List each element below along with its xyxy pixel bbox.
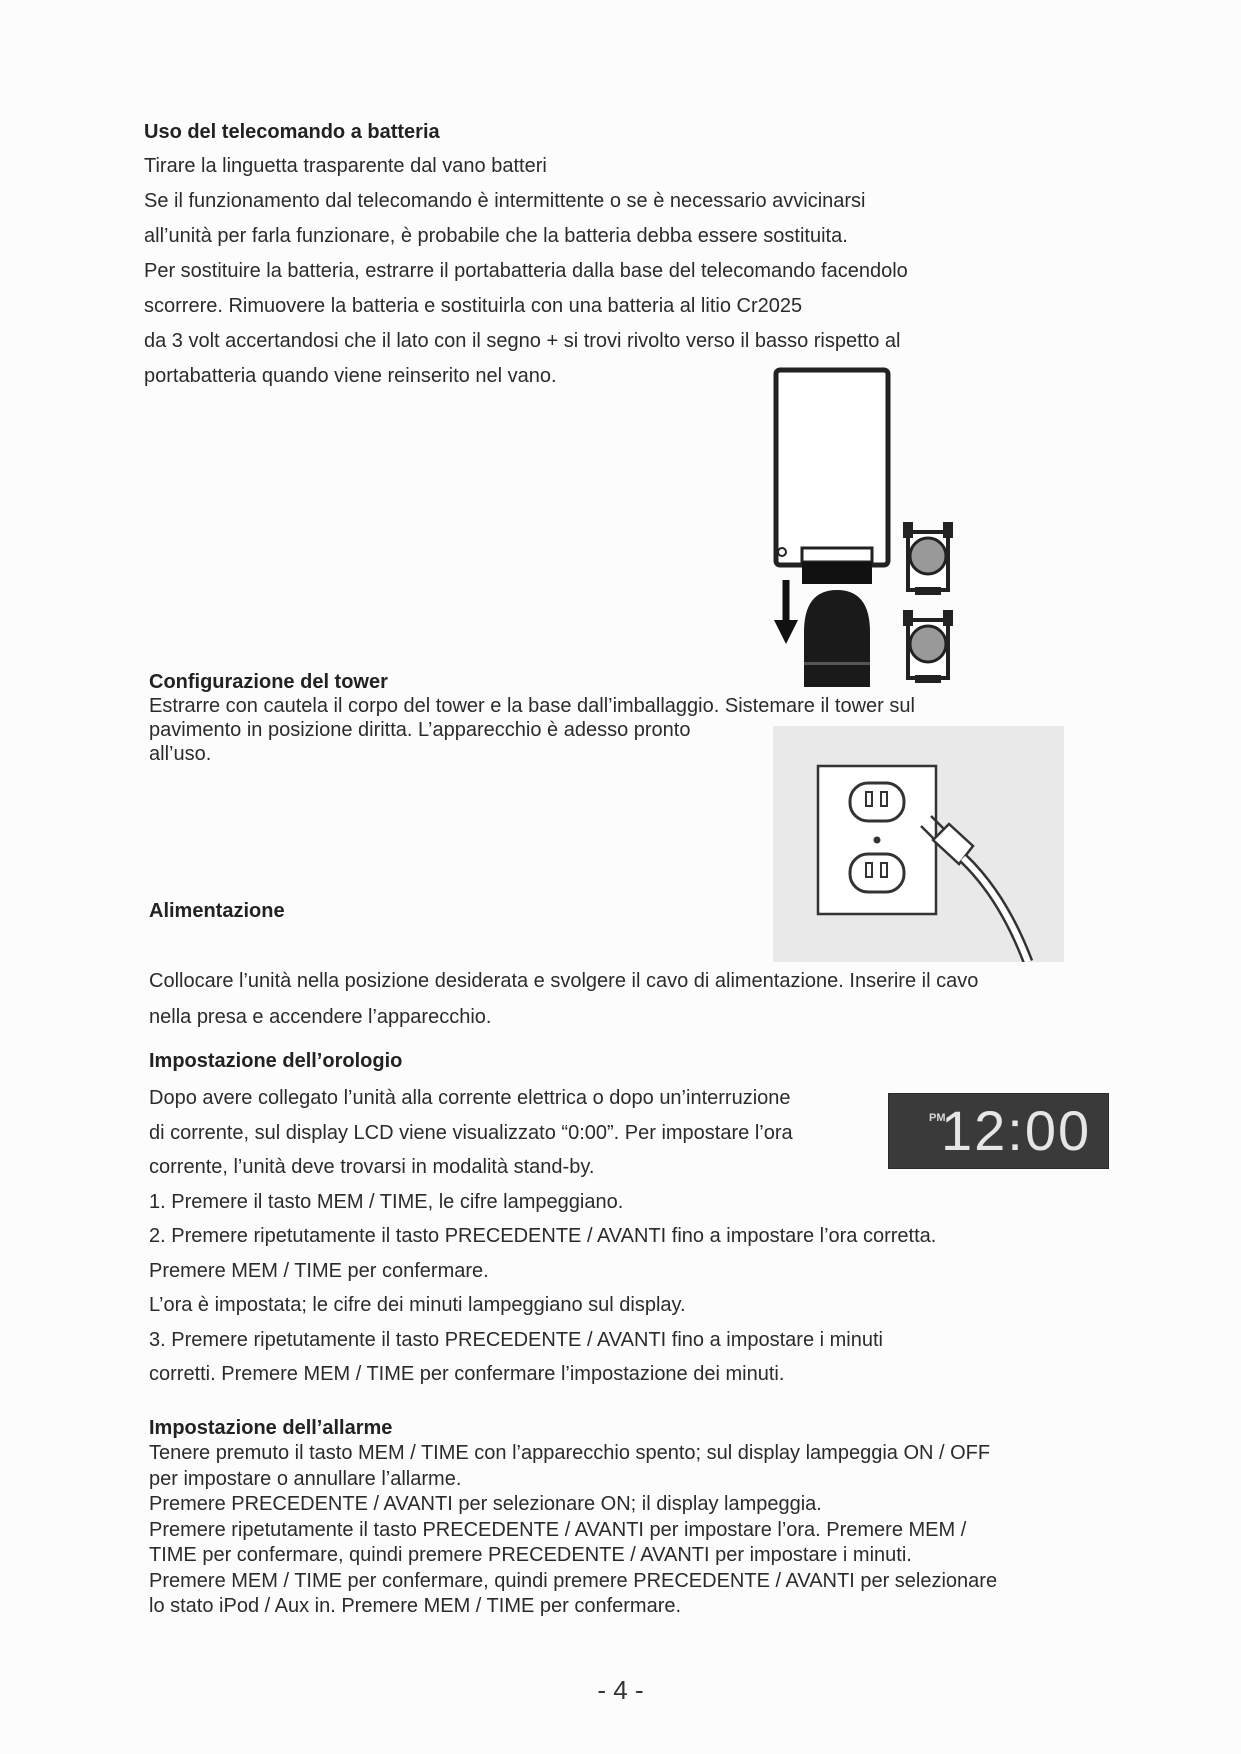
pm-indicator: PM [929,1112,946,1124]
text-line: Tirare la linguetta trasparente dal vano batteri [144,155,547,177]
text-line: 2. Premere ripetutamente il tasto PRECEDENTE / AVANTI fino a impostare l’ora corretta. [149,1225,937,1247]
text-line: corretti. Premere MEM / TIME per confermare l’impostazione dei minuti. [149,1363,785,1385]
section-heading: Impostazione dell’orologio [149,1050,403,1072]
text-line: L’ora è impostata; le cifre dei minuti lampeggiano sul display. [149,1294,686,1316]
text-line: Premere ripetutamente il tasto PRECEDENTE / AVANTI per impostare l’ora. Premere MEM / [149,1518,967,1541]
text-line: corrente, l’unità deve trovarsi in modalità stand-by. [149,1156,595,1178]
text-line: per impostare o annullare l’allarme. [149,1467,462,1490]
text-line: Premere MEM / TIME per confermare. [149,1259,489,1282]
section-alarm [149,1415,997,1620]
text-line: nella presa e accendere l’apparecchio. [149,1006,492,1028]
text-line: all’uso. [149,743,212,765]
text-line: Per sostituire la batteria, estrarre il portabatteria dalla base del telecomando facendolo [144,260,908,282]
text-line: di corrente, sul display LCD viene visualizzato “0:00”. Per impostare l’ora [149,1121,793,1144]
power-outlet-illustration [773,726,1064,962]
section-heading-power: Alimentazione [149,900,285,922]
text-line: Tenere premuto il tasto MEM / TIME con l’apparecchio spento; sul display lampeggia ON / OFF [149,1442,991,1464]
section-heading: Configurazione del tower [149,671,388,693]
page-number: - 4 - [597,1675,644,1705]
text-line: Se il funzionamento dal telecomando è intermittente o se è necessario avvicinarsi [144,190,866,212]
text-line: scorrere. Rimuovere la batteria e sostituirla con una batteria al litio Cr2025 [144,295,803,317]
text-line: Dopo avere collegato l’unità alla corrente elettrica o dopo un’interruzione [149,1087,791,1109]
section-clock [149,1048,936,1392]
text-line: da 3 volt accertandosi che il lato con il segno + si trovi rivolto verso il basso rispetto al [144,330,901,352]
text-line: Estrarre con cautela il corpo del tower e la base dall’imballaggio. Sistemare il tower sul [149,695,915,717]
text-line: Collocare l’unità nella posizione desiderata e svolgere il cavo di alimentazione. Inserire il cavo [149,970,979,992]
section-heading: Impostazione dell’allarme [149,1417,393,1439]
text-line: portabatteria quando viene reinserito nel vano. [144,365,557,387]
text-line: 1. Premere il tasto MEM / TIME, le cifre lampeggiano. [149,1190,624,1213]
text-line: Premere PRECEDENTE / AVANTI per selezionare ON; il display lampeggia. [149,1493,822,1515]
clock-time: 12:00 [941,1099,1092,1162]
text-line: Premere MEM / TIME per confermare, quindi premere PRECEDENTE / AVANTI per selezionare [149,1569,998,1592]
section-power [149,963,978,1035]
text-line: 3. Premere ripetutamente il tasto PRECEDENTE / AVANTI fino a impostare i minuti [149,1328,883,1351]
text-line: all’unità per farla funzionare, è probabile che la batteria debba essere sostituita. [144,225,848,247]
section-heading: Uso del telecomando a batteria [144,121,440,143]
text-line: TIME per confermare, quindi premere PRECEDENTE / AVANTI per impostare i minuti. [149,1544,912,1566]
section-remote [144,120,908,394]
lcd-clock-display [888,1093,1109,1169]
text-line: lo stato iPod / Aux in. Premere MEM / TIME per confermare. [149,1595,682,1617]
remote-battery-illustration [770,362,975,687]
text-line: pavimento in posizione diritta. L’apparecchio è adesso pronto [149,719,691,741]
